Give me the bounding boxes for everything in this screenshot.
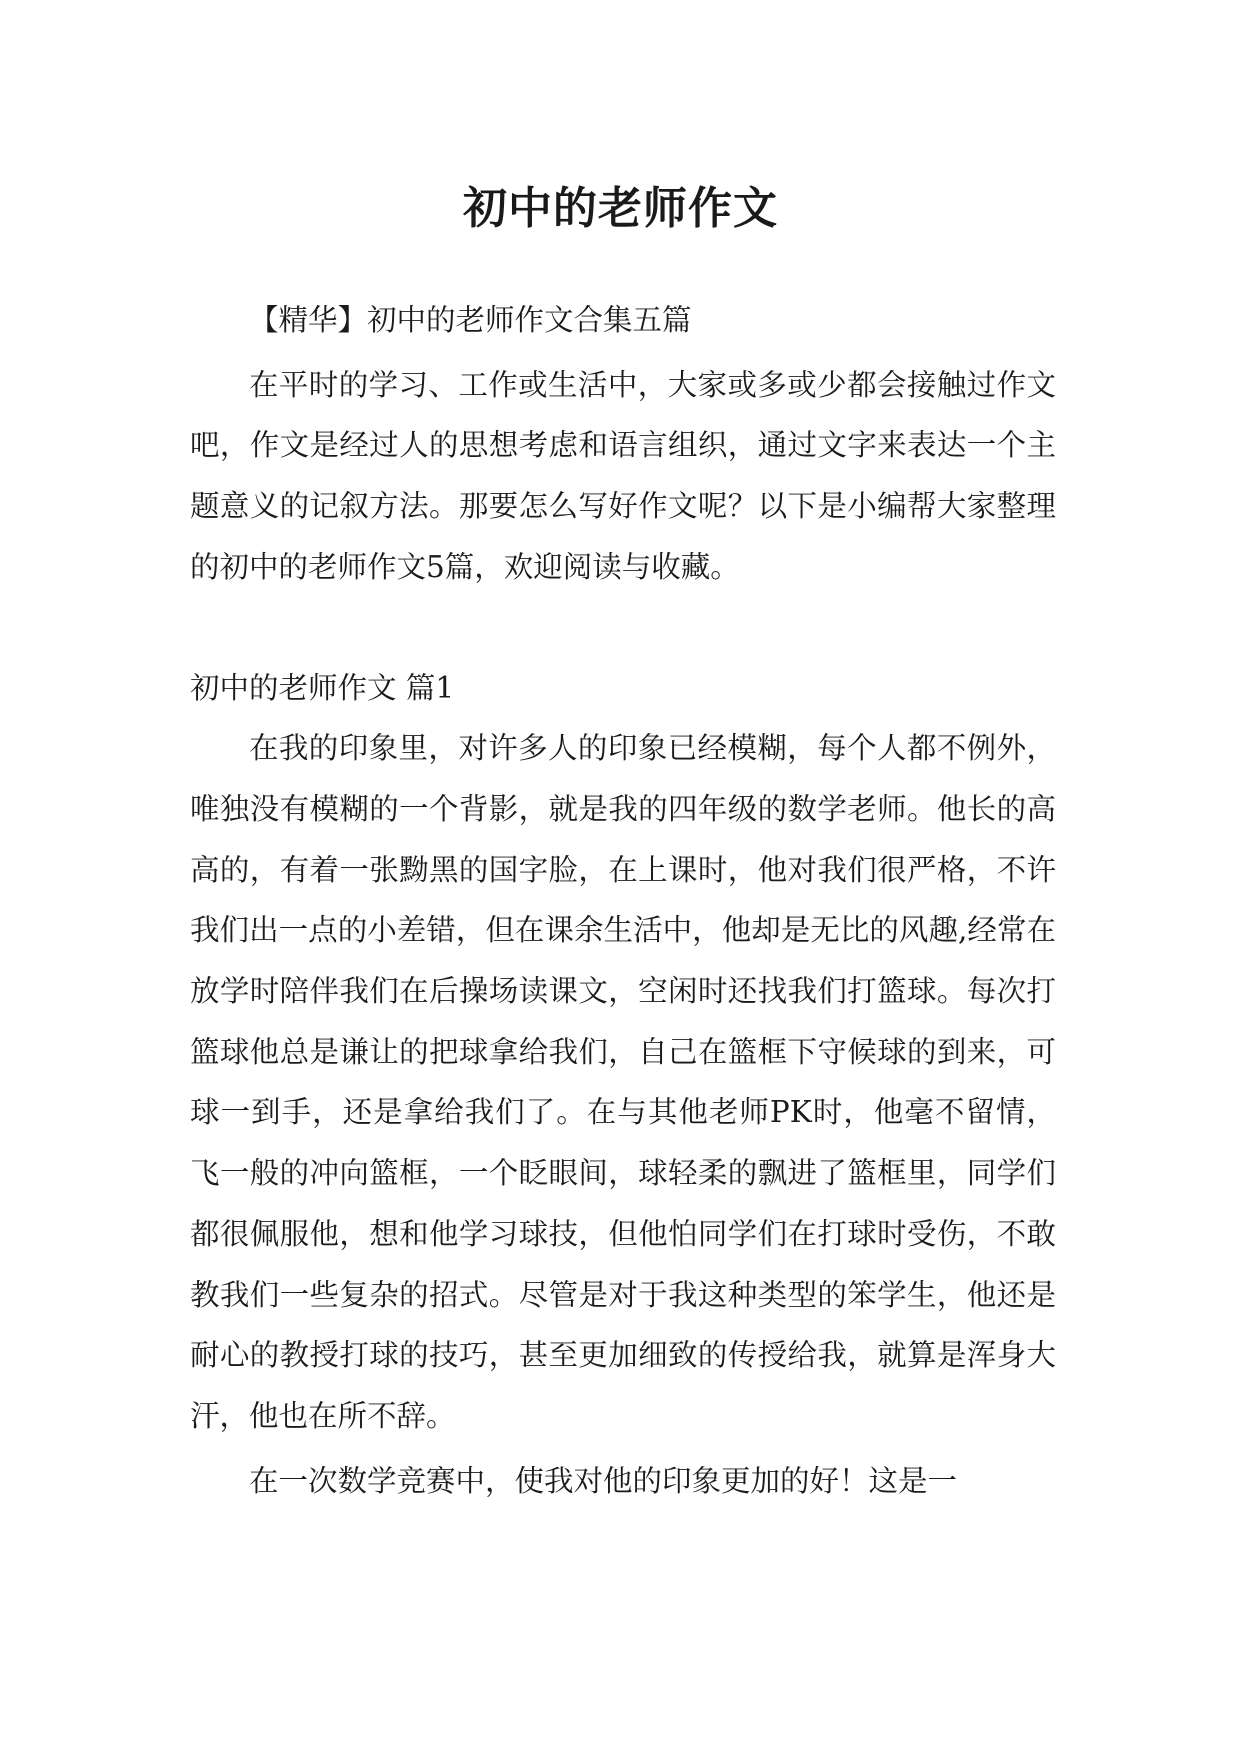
- intro-paragraph: 在平时的学习、工作或生活中，大家或多或少都会接触过作文吧，作文是经过人的思想考虑和语言组织，通过文字来表达一个主题意义的记叙方法。那要怎么写好作文呢？以下是小编帮大家整理的初中的老师作文5篇，欢迎阅读与收藏。: [190, 367, 1056, 584]
- section-1-title: 初中的老师作文 篇1: [190, 670, 455, 705]
- document-title: 初中的老师作文: [463, 183, 778, 235]
- section-1-paragraph-2: 在一次数学竞赛中，使我对他的印象更加的好！这是一: [249, 1463, 958, 1498]
- section-1-paragraph-1: 在我的印象里，对许多人的印象已经模糊，每个人都不例外，唯独没有模糊的一个背影，就是我的四年级的数学老师。他长的高高的，有着一张黝黑的国字脸，在上课时，他对我们很严格，不许我们出一点的小差错，但在课余生活中，他却是无比的风趣,经常在放学时陪伴我们在后操场读课文，空闲时还找我们打篮球。每次打篮球他总是谦让的把球拿给我们，自己在篮框下守候球的到来，可球一到手，还是拿给我们了。在与其他老师PK时，他毫不留情，飞一般的冲向篮框，一个眨眼间，球轻柔的飘进了篮框里，同学们都很佩服他，想和他学习球技，但他怕同学们在打球时受伤，不敢教我们一些复杂的招式。尽管是对于我这种类型的笨学生，他还是耐心的教授打球的技巧，甚至更加细致的传授给我，就算是浑身大汗，他也在所不辞。: [190, 731, 1056, 1433]
- document-body: [190, 290, 1056, 1511]
- heading-line: 【精华】初中的老师作文合集五篇: [249, 303, 692, 337]
